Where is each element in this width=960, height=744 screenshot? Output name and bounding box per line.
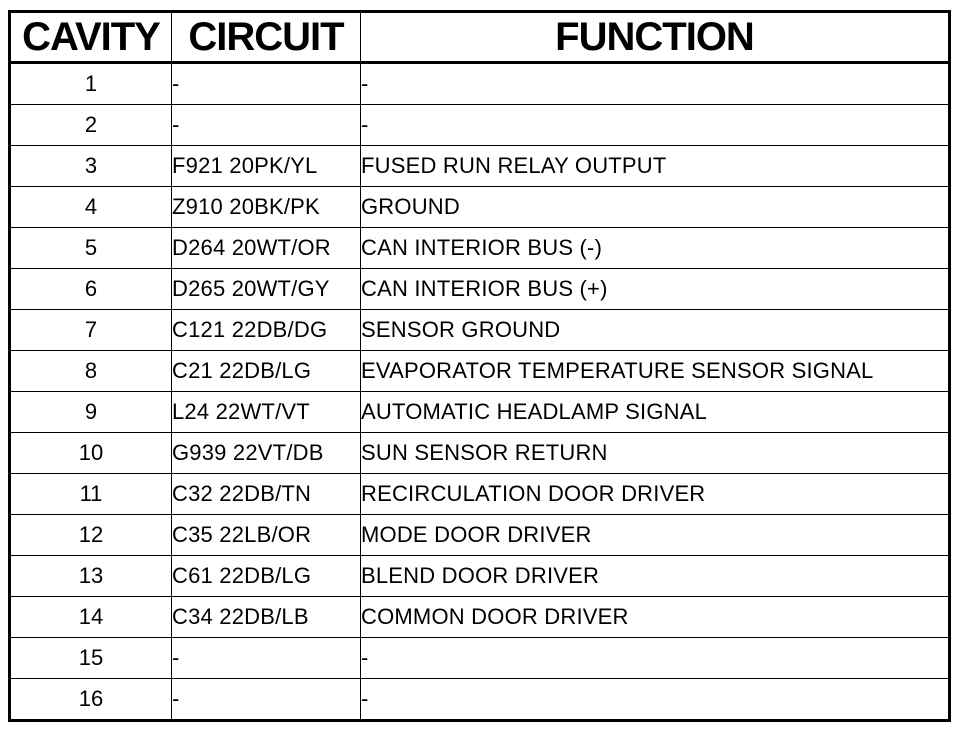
header-circuit: CIRCUIT [172, 12, 361, 63]
function-cell: CAN INTERIOR BUS (+) [361, 269, 950, 310]
cavity-cell: 14 [10, 597, 172, 638]
cavity-cell: 6 [10, 269, 172, 310]
circuit-cell: C32 22DB/TN [172, 474, 361, 515]
header-cavity: CAVITY [10, 12, 172, 63]
table-row [10, 187, 950, 228]
circuit-cell: - [172, 679, 361, 721]
cavity-cell: 16 [10, 679, 172, 721]
cavity-cell: 2 [10, 105, 172, 146]
circuit-cell: F921 20PK/YL [172, 146, 361, 187]
table-row [10, 597, 950, 638]
circuit-cell: C35 22LB/OR [172, 515, 361, 556]
function-cell: BLEND DOOR DRIVER [361, 556, 950, 597]
function-cell: - [361, 63, 950, 105]
function-cell: EVAPORATOR TEMPERATURE SENSOR SIGNAL [361, 351, 950, 392]
function-cell: - [361, 105, 950, 146]
circuit-cell: - [172, 105, 361, 146]
cavity-cell: 4 [10, 187, 172, 228]
circuit-cell: C61 22DB/LG [172, 556, 361, 597]
table-row [10, 269, 950, 310]
cavity-cell: 10 [10, 433, 172, 474]
circuit-cell: L24 22WT/VT [172, 392, 361, 433]
circuit-cell: C121 22DB/DG [172, 310, 361, 351]
function-cell: COMMON DOOR DRIVER [361, 597, 950, 638]
function-cell: SENSOR GROUND [361, 310, 950, 351]
cavity-cell: 3 [10, 146, 172, 187]
function-cell: AUTOMATIC HEADLAMP SIGNAL [361, 392, 950, 433]
circuit-cell: D265 20WT/GY [172, 269, 361, 310]
cavity-cell: 5 [10, 228, 172, 269]
table-row [10, 63, 950, 105]
table-row [10, 146, 950, 187]
table-row [10, 515, 950, 556]
function-cell: FUSED RUN RELAY OUTPUT [361, 146, 950, 187]
function-cell: SUN SENSOR RETURN [361, 433, 950, 474]
function-cell: MODE DOOR DRIVER [361, 515, 950, 556]
circuit-cell: G939 22VT/DB [172, 433, 361, 474]
cavity-cell: 8 [10, 351, 172, 392]
cavity-cell: 12 [10, 515, 172, 556]
cavity-cell: 15 [10, 638, 172, 679]
circuit-cell: - [172, 638, 361, 679]
table-body [10, 63, 950, 721]
table-row [10, 105, 950, 146]
circuit-cell: C21 22DB/LG [172, 351, 361, 392]
cavity-cell: 13 [10, 556, 172, 597]
table-row [10, 638, 950, 679]
header-function: FUNCTION [361, 12, 950, 63]
cavity-cell: 1 [10, 63, 172, 105]
table-row [10, 310, 950, 351]
function-cell: - [361, 679, 950, 721]
cavity-cell: 9 [10, 392, 172, 433]
circuit-cell: Z910 20BK/PK [172, 187, 361, 228]
function-cell: CAN INTERIOR BUS (-) [361, 228, 950, 269]
header-row [10, 12, 950, 63]
table-row [10, 474, 950, 515]
function-cell: GROUND [361, 187, 950, 228]
function-cell: - [361, 638, 950, 679]
cavity-cell: 7 [10, 310, 172, 351]
circuit-cell: D264 20WT/OR [172, 228, 361, 269]
circuit-cell: C34 22DB/LB [172, 597, 361, 638]
connector-pinout-table [8, 10, 951, 722]
table-row [10, 556, 950, 597]
table-row [10, 392, 950, 433]
table-row [10, 679, 950, 721]
table-row [10, 228, 950, 269]
cavity-cell: 11 [10, 474, 172, 515]
table-row [10, 433, 950, 474]
circuit-cell: - [172, 63, 361, 105]
table-row [10, 351, 950, 392]
function-cell: RECIRCULATION DOOR DRIVER [361, 474, 950, 515]
